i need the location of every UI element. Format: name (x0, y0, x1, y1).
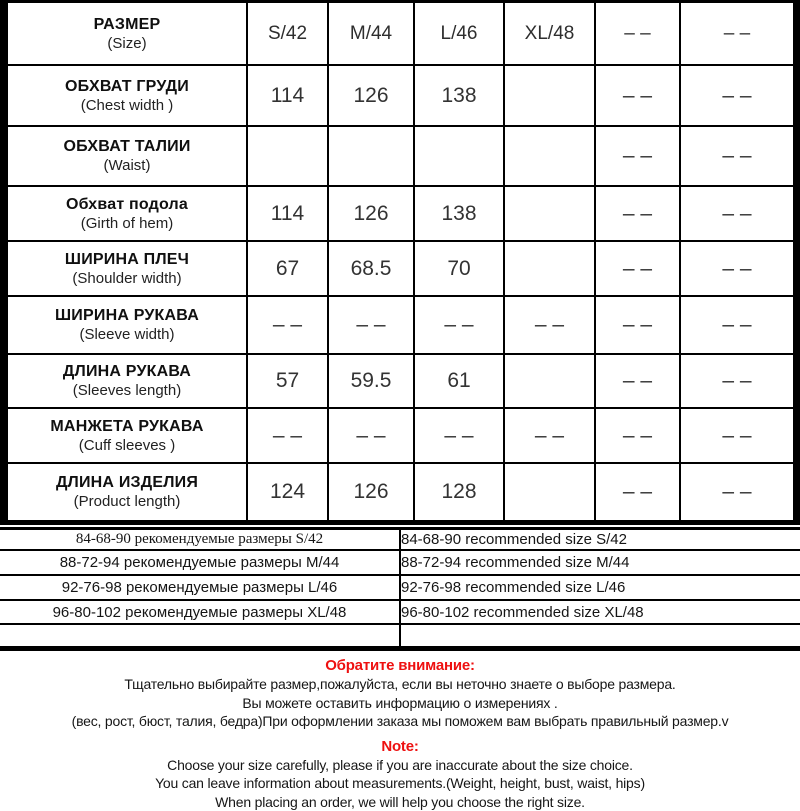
value-cell: – – (595, 408, 680, 463)
value-cell (504, 354, 595, 408)
recommended-en: 88-72-94 recommended size M/44 (400, 550, 800, 575)
value-cell: – – (595, 296, 680, 354)
value-cell: – – (414, 296, 504, 354)
note-heading-en: Note: (0, 737, 800, 756)
value-cell: – – (680, 354, 793, 408)
row-label-ru: ДЛИНА РУКАВА (8, 362, 246, 382)
value-cell: 70 (414, 241, 504, 296)
value-cell: 126 (328, 463, 414, 520)
value-cell: – – (680, 408, 793, 463)
row-label-cell (8, 241, 247, 296)
value-cell: 124 (247, 463, 328, 520)
value-cell: – – (247, 408, 328, 463)
recommended-ru: 96-80-102 рекомендуемые размеры XL/48 (0, 600, 400, 624)
recommended-row (0, 575, 800, 600)
row-label-en: (Cuff sleeves ) (8, 437, 246, 455)
row-label-cell (8, 463, 247, 520)
value-cell: – – (680, 126, 793, 186)
note-line-ru: (вес, рост, бюст, талия, бедра)При оформлении заказа мы поможем вам выбрать правильный размер.v (0, 712, 800, 731)
note-heading-ru: Обратите внимание: (0, 656, 800, 675)
row-label-en: (Shoulder width) (8, 270, 246, 288)
value-cell (247, 126, 328, 186)
table-row-waist (8, 126, 793, 186)
value-cell: – – (595, 354, 680, 408)
value-cell (414, 126, 504, 186)
empty-cell (400, 624, 800, 646)
size-table (8, 3, 793, 520)
value-cell (504, 126, 595, 186)
value-cell: 114 (247, 65, 328, 126)
value-cell: – – (595, 126, 680, 186)
row-label-en: (Girth of hem) (8, 215, 246, 233)
value-cell: – – (680, 65, 793, 126)
row-label-en: (Waist) (8, 157, 246, 175)
row-label-cell (8, 126, 247, 186)
recommended-row (0, 530, 800, 550)
value-cell: 68.5 (328, 241, 414, 296)
value-cell: – – (328, 408, 414, 463)
value-cell: 57 (247, 354, 328, 408)
row-label-ru: ДЛИНА ИЗДЕЛИЯ (8, 473, 246, 493)
size-header-cell: S/42 (247, 3, 328, 65)
value-cell: – – (680, 463, 793, 520)
value-cell: 67 (247, 241, 328, 296)
value-cell: – – (595, 186, 680, 241)
row-label-ru: ОБХВАТ ТАЛИИ (8, 137, 246, 157)
recommended-ru: 84-68-90 рекомендуемые размеры S/42 (0, 530, 400, 550)
row-label-cell (8, 65, 247, 126)
table-row-chest (8, 65, 793, 126)
value-cell: – – (504, 296, 595, 354)
recommended-en: 84-68-90 recommended size S/42 (400, 530, 800, 550)
value-cell: – – (595, 65, 680, 126)
value-cell: – – (414, 408, 504, 463)
row-label-ru: ОБХВАТ ГРУДИ (8, 77, 246, 97)
value-cell: 128 (414, 463, 504, 520)
recommended-row (0, 550, 800, 575)
note-line-ru: Вы можете оставить информацию о измерениях . (0, 694, 800, 713)
note-line-ru: Тщательно выбирайте размер,пожалуйста, если вы неточно знаете о выборе размера. (0, 675, 800, 694)
note-line-en: You can leave information about measurements.(Weight, height, bust, waist, hips) (0, 774, 800, 793)
row-label-en: (Sleeves length) (8, 382, 246, 400)
row-label-cell (8, 354, 247, 408)
value-cell: – – (504, 408, 595, 463)
table-row-product-length (8, 463, 793, 520)
row-label-ru: МАНЖЕТА РУКАВА (8, 417, 246, 437)
size-header-cell: XL/48 (504, 3, 595, 65)
row-label-en: (Chest width ) (8, 97, 246, 115)
row-label-cell (8, 186, 247, 241)
value-cell: – – (328, 296, 414, 354)
value-cell (504, 463, 595, 520)
row-label-ru: ШИРИНА РУКАВА (8, 306, 246, 326)
value-cell: 114 (247, 186, 328, 241)
value-cell: 59.5 (328, 354, 414, 408)
value-cell: – – (680, 186, 793, 241)
value-cell: – – (595, 463, 680, 520)
value-cell: 138 (414, 65, 504, 126)
row-label-cell (8, 408, 247, 463)
empty-cell (0, 624, 400, 646)
value-cell: 61 (414, 354, 504, 408)
size-header-cell: – – (680, 3, 793, 65)
note-line-en: Choose your size carefully, please if you are inaccurate about the size choice. (0, 756, 800, 775)
row-label-en: (Size) (8, 35, 246, 53)
value-cell: 138 (414, 186, 504, 241)
table-row-header (8, 3, 793, 65)
value-cell: – – (680, 241, 793, 296)
row-label-ru: Обхват подола (8, 195, 246, 215)
recommended-empty-row (0, 624, 800, 646)
recommended-ru: 88-72-94 рекомендуемые размеры M/44 (0, 550, 400, 575)
value-cell: 126 (328, 65, 414, 126)
header-label-cell (8, 3, 247, 65)
size-header-cell: M/44 (328, 3, 414, 65)
row-label-ru: ШИРИНА ПЛЕЧ (8, 250, 246, 270)
row-label-cell (8, 296, 247, 354)
value-cell (504, 65, 595, 126)
value-cell: 126 (328, 186, 414, 241)
row-label-en: (Sleeve width) (8, 326, 246, 344)
recommended-en: 96-80-102 recommended size XL/48 (400, 600, 800, 624)
note-line-en: When placing an order, we will help you choose the right size. (0, 793, 800, 811)
recommended-ru: 92-76-98 рекомендуемые размеры L/46 (0, 575, 400, 600)
table-row-sleeve-width (8, 296, 793, 354)
size-header-cell: – – (595, 3, 680, 65)
value-cell (504, 186, 595, 241)
table-row-hem (8, 186, 793, 241)
table-row-cuff (8, 408, 793, 463)
size-header-cell: L/46 (414, 3, 504, 65)
recommended-row (0, 600, 800, 624)
recommended-en: 92-76-98 recommended size L/46 (400, 575, 800, 600)
value-cell: – – (595, 241, 680, 296)
row-label-en: (Product length) (8, 493, 246, 511)
table-row-sleeve-length (8, 354, 793, 408)
row-label-ru: РАЗМЕР (8, 15, 246, 35)
value-cell (328, 126, 414, 186)
value-cell (504, 241, 595, 296)
value-cell: – – (247, 296, 328, 354)
notes-section (0, 651, 800, 811)
table-row-shoulder (8, 241, 793, 296)
value-cell: – – (680, 296, 793, 354)
recommended-sizes-table (0, 530, 800, 646)
